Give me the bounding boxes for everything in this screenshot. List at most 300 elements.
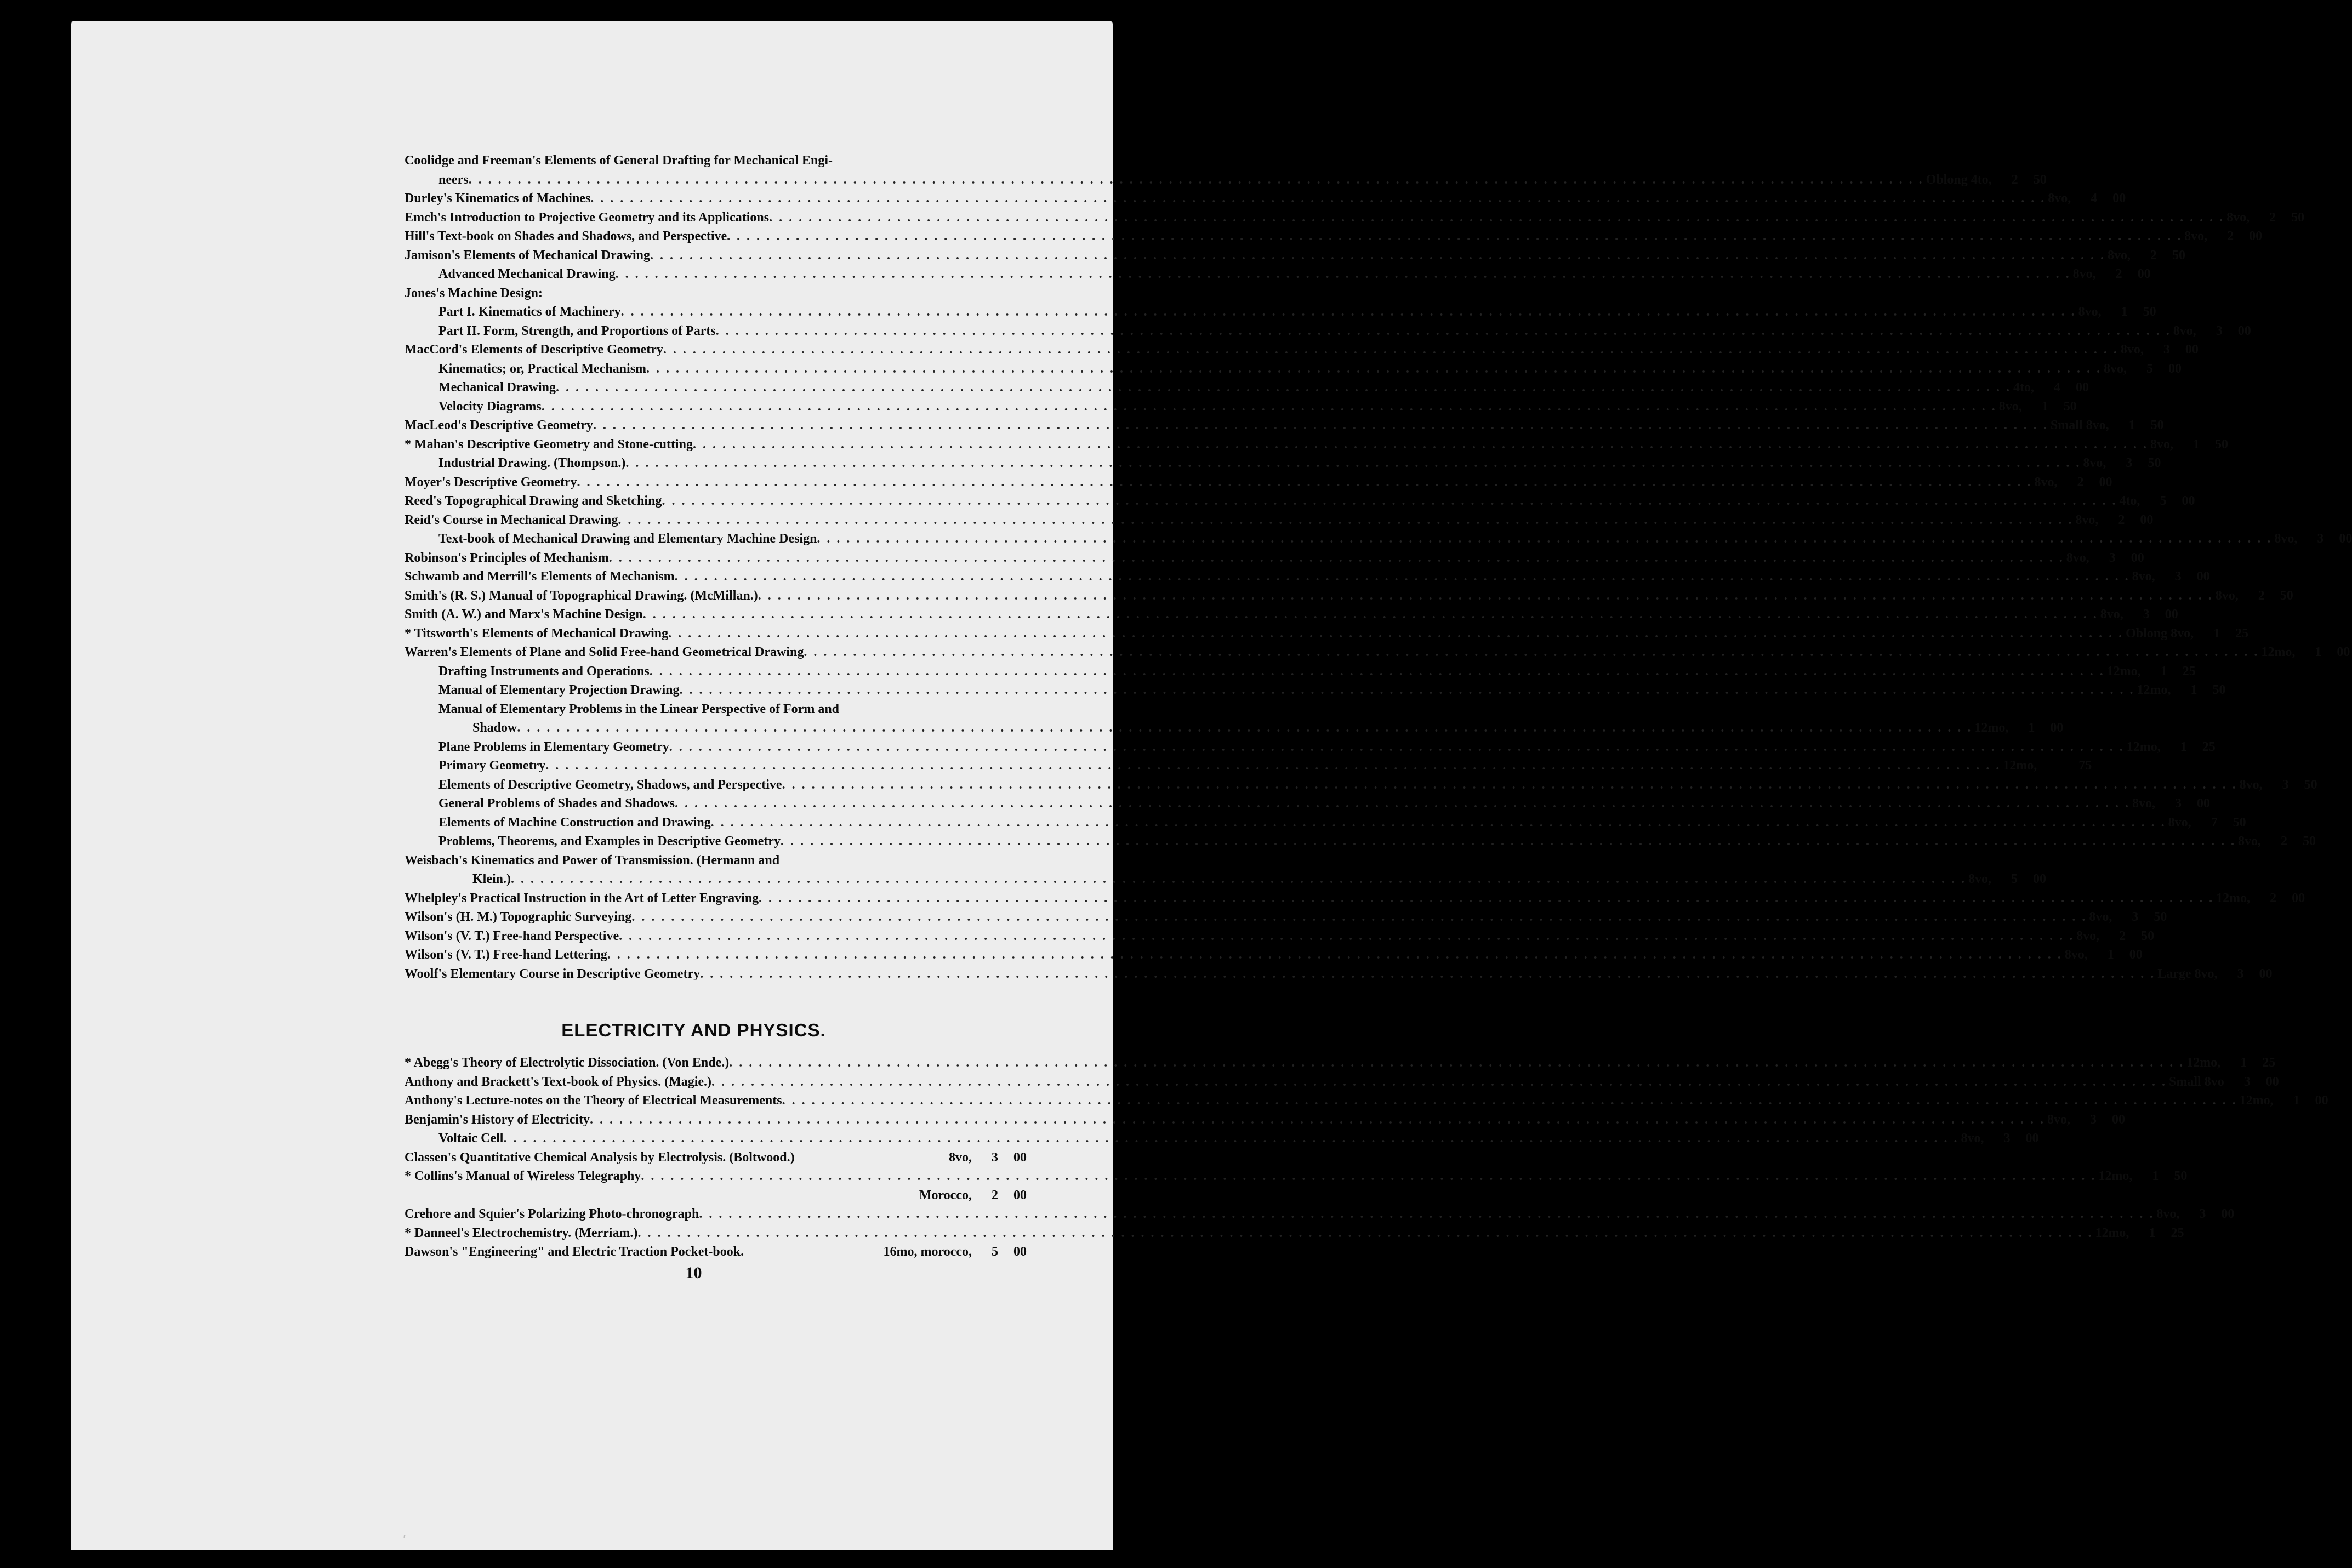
entry-price bbox=[2102, 303, 2156, 322]
catalog-entry bbox=[405, 265, 2151, 284]
catalog-entry bbox=[405, 1053, 2276, 1073]
entry-format: 12mo, bbox=[2137, 683, 2171, 697]
entry-format: 12mo, bbox=[2186, 1056, 2221, 1070]
catalog-entry bbox=[405, 776, 2317, 795]
entry-title: * Danneel's Electrochemistry. (Merriam.) bbox=[405, 1225, 638, 1240]
dot-leader bbox=[556, 378, 2011, 397]
price-cents: 50 bbox=[2063, 399, 2077, 414]
catalog-entry bbox=[405, 908, 2167, 927]
price-cents: 00 bbox=[2131, 550, 2144, 565]
entry-price bbox=[2112, 908, 2167, 927]
price-dollars: 3 bbox=[2317, 532, 2324, 546]
price-cents: 00 bbox=[2259, 966, 2273, 981]
entry-format: 12mo, bbox=[1974, 721, 2009, 735]
catalog-entry bbox=[405, 1186, 1027, 1205]
catalog-entry bbox=[405, 1148, 1027, 1167]
entry-price bbox=[2250, 208, 2304, 227]
dot-leader bbox=[675, 567, 2130, 586]
entry-price bbox=[972, 284, 1027, 303]
entry-format: 8vo, bbox=[2184, 229, 2208, 243]
catalog-entry bbox=[405, 738, 2216, 757]
catalog-entry bbox=[405, 832, 2316, 851]
entry-format: 8vo, bbox=[2173, 323, 2196, 338]
price-cents: 00 bbox=[2050, 721, 2064, 735]
entry-title-line: Manual of Elementary Problems in the Linear Perspective of Form and bbox=[438, 702, 840, 716]
price-cents: 50 bbox=[2033, 172, 2047, 187]
entry-title: Drafting Instruments and Operations bbox=[438, 664, 650, 678]
price-cents: 25 bbox=[2202, 739, 2216, 754]
price-dollars: 1 bbox=[2240, 1056, 2247, 1070]
entry-title: * Mahan's Descriptive Geometry and Stone-cutting bbox=[405, 437, 693, 452]
entry-price bbox=[2297, 529, 2352, 549]
entry-title: Hill's Text-book on Shades and Shadows, and Perspective bbox=[405, 229, 727, 243]
entry-title: Reed's Topographical Drawing and Sketching bbox=[405, 494, 662, 508]
price-dollars: 1 bbox=[2192, 437, 2200, 452]
dot-leader bbox=[646, 360, 2102, 379]
entry-title: * Titsworth's Elements of Mechanical Drawing bbox=[405, 626, 669, 641]
catalog-entry bbox=[405, 965, 2273, 984]
entry-format: 8vo, bbox=[1968, 872, 1991, 886]
catalog-entry bbox=[405, 246, 2185, 265]
price-dollars: 5 bbox=[2146, 361, 2154, 376]
entry-format: 8vo, bbox=[2226, 210, 2250, 225]
price-dollars: 2 bbox=[2011, 172, 2018, 187]
entry-title: Shadow bbox=[472, 721, 517, 735]
entry-title: Crehore and Squier's Polarizing Photo-chronograph bbox=[405, 1207, 699, 1221]
price-dollars: 3 bbox=[2089, 1112, 2097, 1127]
dot-leader bbox=[590, 189, 2046, 208]
entry-format: 12mo, bbox=[2261, 645, 2296, 659]
dot-leader bbox=[769, 208, 2224, 227]
price-dollars: 3 bbox=[2174, 569, 2182, 584]
entry-title: General Problems of Shades and Shadows bbox=[438, 796, 675, 811]
catalog-entry bbox=[405, 322, 2251, 341]
entry-format: 8vo, bbox=[2107, 248, 2131, 263]
entry-format: 8vo, bbox=[2048, 191, 2071, 206]
entry-format: 8vo, bbox=[2072, 267, 2096, 281]
dot-leader bbox=[577, 473, 2032, 492]
price-cents: 00 bbox=[2137, 267, 2151, 281]
catalog-entry bbox=[405, 756, 2092, 776]
dot-leader bbox=[711, 1073, 2167, 1092]
entry-title: Problems, Theorems, and Examples in Descriptive Geometry bbox=[438, 834, 781, 848]
entry-price bbox=[2250, 889, 2305, 908]
entry-format: 8vo, bbox=[2274, 532, 2298, 546]
price-cents: 00 bbox=[1013, 1188, 1027, 1202]
catalog-entry bbox=[405, 1205, 2235, 1224]
price-cents: 00 bbox=[2221, 1207, 2235, 1221]
catalog-entry bbox=[405, 681, 2226, 700]
entry-price bbox=[2220, 1053, 2275, 1073]
entry-format: 8vo, bbox=[2168, 815, 2191, 830]
entry-title: Smith's (R. S.) Manual of Topographical Drawing. (McMillan.) bbox=[405, 588, 758, 603]
entry-price bbox=[2274, 1091, 2328, 1110]
entry-format: Oblong 4to, bbox=[1926, 172, 1992, 187]
entry-format: 8vo, bbox=[2132, 796, 2155, 811]
catalog-entry bbox=[405, 567, 2210, 586]
dot-leader bbox=[643, 605, 2098, 624]
entry-format: Small 8vo, bbox=[2050, 418, 2109, 432]
dot-leader bbox=[616, 265, 2071, 284]
entry-title-line: Weisbach's Kinematics and Power of Transmission. (Hermann and bbox=[405, 853, 780, 868]
entry-format: 4to, bbox=[2119, 494, 2140, 508]
entry-format: 8vo, bbox=[2083, 456, 2106, 470]
catalog-entry bbox=[405, 1129, 2039, 1148]
catalog-entry bbox=[405, 511, 2154, 530]
price-cents: 50 bbox=[2172, 248, 2185, 263]
catalog-entry bbox=[405, 416, 2164, 435]
entry-title: Wilson's (H. M.) Topographic Surveying bbox=[405, 910, 632, 924]
catalog-entry bbox=[405, 1073, 2279, 1092]
catalog-entry bbox=[405, 1224, 2184, 1243]
dot-leader bbox=[593, 416, 2048, 435]
entry-price bbox=[2196, 322, 2251, 341]
price-cents: 50 bbox=[2141, 928, 2155, 943]
entry-title: Wilson's (V. T.) Free-hand Perspective bbox=[405, 928, 619, 943]
price-dollars: 2 bbox=[2118, 512, 2125, 527]
entry-title: Part II. Form, Strength, and Proportions of Parts bbox=[438, 323, 716, 338]
catalog-entry bbox=[405, 1110, 2125, 1130]
entry-price bbox=[2127, 360, 2182, 379]
price-cents: 00 bbox=[2112, 191, 2126, 206]
entry-format: 8vo, bbox=[2156, 1207, 2180, 1221]
entry-price bbox=[2034, 378, 2089, 397]
catalog-entry bbox=[405, 227, 2263, 246]
price-cents: 00 bbox=[2265, 1074, 2279, 1089]
catalog-entry bbox=[405, 870, 2046, 889]
entry-title: Woolf's Elementary Course in Descriptive Geometry bbox=[405, 966, 701, 981]
dot-leader bbox=[662, 492, 2117, 511]
entry-title: Primary Geometry bbox=[438, 759, 546, 773]
entry-format: 12mo, bbox=[2003, 759, 2037, 773]
price-dollars: 2 bbox=[2258, 588, 2265, 603]
dot-leader bbox=[545, 756, 2001, 776]
entry-format: 8vo, bbox=[949, 1150, 972, 1165]
entry-format: 16mo, morocco, bbox=[883, 1245, 972, 1259]
price-dollars: 2 bbox=[2115, 267, 2122, 281]
price-dollars: 2 bbox=[2227, 229, 2234, 243]
price-dollars: 3 bbox=[2132, 910, 2139, 924]
entry-title: Voltaic Cell bbox=[438, 1131, 504, 1145]
entry-format: 12mo, bbox=[2098, 1169, 2133, 1183]
price-cents: 00 bbox=[2140, 512, 2154, 527]
entry-title: Smith (A. W.) and Marx's Machine Design bbox=[405, 607, 643, 622]
entry-title: Whelpley's Practical Instruction in the Art of Letter Engraving bbox=[405, 891, 759, 905]
price-cents: 50 bbox=[2212, 683, 2226, 697]
dot-leader bbox=[650, 246, 2105, 265]
catalog-entry bbox=[405, 605, 2178, 624]
price-cents: 00 bbox=[2099, 475, 2112, 489]
entry-price bbox=[2022, 397, 2077, 417]
price-dollars: 5 bbox=[992, 1245, 998, 1259]
entry-price bbox=[1991, 870, 2046, 889]
entry-price bbox=[2099, 927, 2154, 946]
price-dollars: 4 bbox=[2053, 380, 2060, 395]
dot-leader bbox=[693, 435, 2148, 454]
catalog-entry bbox=[405, 1091, 2328, 1110]
dot-leader bbox=[669, 738, 2125, 757]
entry-price bbox=[2261, 832, 2316, 851]
catalog-entry bbox=[405, 492, 2195, 511]
price-cents: 50 bbox=[2304, 777, 2317, 792]
price-cents: 00 bbox=[1013, 1150, 1027, 1165]
entry-format: 8vo, bbox=[2104, 361, 2127, 376]
price-dollars: 1 bbox=[2213, 626, 2220, 641]
entry-price bbox=[2239, 586, 2293, 606]
entry-format: 12mo, bbox=[2095, 1225, 2129, 1240]
entry-title: Text-book of Mechanical Drawing and Elementary Machine Design bbox=[438, 532, 817, 546]
dot-leader bbox=[675, 794, 2130, 813]
entry-title: Classen's Quantitative Chemical Analysis by Electrolysis. (Boltwood.) bbox=[405, 1150, 795, 1165]
price-dollars: 1 bbox=[2149, 1225, 2156, 1240]
entry-format: 8vo, bbox=[1998, 399, 2022, 414]
price-dollars: 2 bbox=[992, 1188, 998, 1202]
dot-leader bbox=[607, 945, 2063, 965]
dot-leader bbox=[680, 681, 2135, 700]
price-dollars: 2 bbox=[2077, 475, 2084, 489]
entry-price bbox=[2037, 756, 2092, 776]
dot-leader bbox=[663, 340, 2118, 360]
dot-leader bbox=[503, 1129, 1958, 1148]
price-dollars: 1 bbox=[2152, 1169, 2159, 1183]
price-cents: 25 bbox=[2171, 1225, 2184, 1240]
entry-price bbox=[2144, 340, 2199, 360]
entry-price bbox=[2207, 227, 2262, 246]
price-cents: 50 bbox=[2148, 456, 2161, 470]
price-dollars: 3 bbox=[2243, 1074, 2251, 1089]
entry-title: Industrial Drawing. (Thompson.) bbox=[438, 456, 626, 470]
price-cents: 50 bbox=[2214, 437, 2228, 452]
entry-format: 8vo, bbox=[2089, 910, 2112, 924]
entry-format: 12mo, bbox=[2216, 891, 2251, 905]
price-dollars: 1 bbox=[2180, 739, 2187, 754]
price-cents: 00 bbox=[2337, 645, 2350, 659]
price-cents: 00 bbox=[2111, 1112, 2125, 1127]
price-dollars: 3 bbox=[2003, 1131, 2011, 1145]
dot-leader bbox=[641, 1167, 2096, 1186]
entry-title: MacLeod's Descriptive Geometry bbox=[405, 418, 593, 432]
dot-leader bbox=[782, 776, 2237, 795]
entry-title: Wilson's (V. T.) Free-hand Lettering bbox=[405, 948, 607, 962]
price-cents: 00 bbox=[2249, 229, 2263, 243]
entry-format: 8vo, bbox=[2066, 550, 2089, 565]
entry-title: Manual of Elementary Projection Drawing bbox=[438, 683, 680, 697]
price-cents: 00 bbox=[2237, 323, 2251, 338]
price-cents: 00 bbox=[2182, 494, 2195, 508]
entry-title: Mechanical Drawing bbox=[438, 380, 556, 395]
price-dollars: 1 bbox=[2160, 664, 2167, 678]
price-dollars: 2 bbox=[2150, 248, 2157, 263]
dot-leader bbox=[729, 1053, 2184, 1073]
entry-title: Warren's Elements of Plane and Solid Free-hand Geometrical Drawing bbox=[405, 645, 804, 659]
price-dollars: 5 bbox=[2011, 872, 2018, 886]
scan-mark: ʹ bbox=[403, 1532, 407, 1549]
dot-leader bbox=[625, 454, 2081, 473]
entry-format: 8vo, bbox=[2034, 475, 2058, 489]
dot-leader bbox=[699, 1205, 2154, 1224]
dot-leader bbox=[727, 227, 2182, 246]
price-dollars: 2 bbox=[2270, 891, 2277, 905]
price-dollars: 2 bbox=[2280, 834, 2287, 848]
entry-price bbox=[2070, 1110, 2125, 1130]
entry-price bbox=[2088, 945, 2143, 965]
price-cents: 50 bbox=[2150, 418, 2164, 432]
price-cents: 00 bbox=[2165, 607, 2178, 622]
entry-format: 8vo, bbox=[2215, 588, 2239, 603]
entry-title: Schwamb and Merrill's Elements of Mechanism bbox=[405, 569, 675, 584]
dot-leader bbox=[700, 965, 2155, 984]
entry-format: 8vo, bbox=[2150, 437, 2173, 452]
price-dollars: 4 bbox=[2091, 191, 2098, 206]
price-cents: 25 bbox=[2182, 664, 2196, 678]
price-dollars: 3 bbox=[2199, 1207, 2206, 1221]
price-dollars: 3 bbox=[2216, 323, 2223, 338]
catalog-entry bbox=[405, 1242, 1027, 1262]
dot-leader bbox=[804, 643, 2259, 662]
entry-format: 8vo, bbox=[2064, 948, 2088, 962]
section-heading: ELECTRICITY AND PHYSICS. bbox=[561, 1020, 826, 1040]
entry-format: 8vo, bbox=[2078, 305, 2102, 319]
catalog-entry bbox=[405, 813, 2246, 833]
entry-price bbox=[2129, 1224, 2184, 1243]
catalog-entry bbox=[405, 529, 2352, 549]
entry-format: Oblong 8vo, bbox=[2126, 626, 2194, 641]
catalog-entry bbox=[405, 340, 2199, 360]
entry-price bbox=[2224, 1073, 2279, 1092]
entry-format: 8vo, bbox=[2120, 343, 2144, 357]
price-cents: 00 bbox=[2292, 891, 2305, 905]
price-dollars: 1 bbox=[2293, 1093, 2300, 1108]
entry-format: 8vo, bbox=[2076, 928, 2100, 943]
entry-price bbox=[2171, 681, 2226, 700]
price-dollars: 7 bbox=[2211, 815, 2218, 830]
entry-format: 12mo, bbox=[2106, 664, 2141, 678]
price-cents: 25 bbox=[2262, 1056, 2276, 1070]
dot-leader bbox=[758, 586, 2213, 606]
catalog-entry bbox=[405, 1167, 2188, 1186]
entry-price bbox=[2096, 265, 2151, 284]
entry-price bbox=[1992, 170, 2047, 190]
entry-price bbox=[972, 1242, 1027, 1262]
dot-leader bbox=[621, 303, 2076, 322]
entry-price bbox=[2098, 511, 2153, 530]
catalog-entry bbox=[405, 662, 2196, 681]
dot-leader bbox=[609, 549, 2064, 568]
entry-title: * Collins's Manual of Wireless Telegraphy bbox=[405, 1169, 641, 1183]
catalog-entry bbox=[405, 794, 2210, 813]
dot-leader bbox=[631, 908, 2087, 927]
entry-format: 8vo, bbox=[2132, 569, 2155, 584]
entry-title: Kinematics; or, Practical Mechanism bbox=[438, 361, 647, 376]
dot-leader bbox=[590, 1110, 2045, 1130]
price-cents: 00 bbox=[2196, 569, 2210, 584]
price-cents: 00 bbox=[2339, 532, 2352, 546]
entry-price bbox=[2161, 738, 2216, 757]
price-cents: 25 bbox=[2235, 626, 2249, 641]
entry-title: Jamison's Elements of Mechanical Drawing bbox=[405, 248, 650, 263]
entry-format: 8vo, bbox=[2100, 607, 2123, 622]
catalog-entry bbox=[405, 397, 2077, 417]
price-cents: 50 bbox=[2143, 305, 2156, 319]
price-dollars: 3 bbox=[2126, 456, 2133, 470]
entry-title: Reid's Course in Mechanical Drawing bbox=[405, 512, 618, 527]
dot-leader bbox=[650, 662, 2105, 681]
entry-title: * Abegg's Theory of Electrolytic Dissociation. (Von Ende.) bbox=[405, 1056, 730, 1070]
price-dollars: 1 bbox=[2315, 645, 2322, 659]
entry-format: 12mo, bbox=[2126, 739, 2161, 754]
price-dollars: 1 bbox=[2028, 721, 2035, 735]
price-dollars: 1 bbox=[2041, 399, 2048, 414]
catalog-entry bbox=[405, 624, 2249, 643]
entry-price bbox=[2173, 435, 2228, 454]
dot-leader bbox=[637, 1224, 2093, 1243]
entry-format: 8vo, bbox=[2239, 777, 2263, 792]
entry-price bbox=[2141, 662, 2196, 681]
entry-price bbox=[2295, 643, 2350, 662]
entry-price bbox=[972, 1148, 1027, 1167]
catalog-entry bbox=[405, 927, 2155, 946]
entry-price bbox=[972, 1186, 1027, 1205]
price-dollars: 2 bbox=[2269, 210, 2276, 225]
entry-title: Dawson's "Engineering" and Electric Traction Pocket-book. bbox=[405, 1245, 744, 1259]
entry-price bbox=[2132, 1167, 2187, 1186]
entry-title: Emch's Introduction to Projective Geometry and its Applications bbox=[405, 210, 770, 225]
entry-price bbox=[2058, 473, 2112, 492]
catalog-entry bbox=[405, 719, 2064, 738]
price-dollars: 2 bbox=[2119, 928, 2126, 943]
entry-format: 4to, bbox=[2013, 380, 2034, 395]
page-number: 10 bbox=[685, 1263, 702, 1282]
entry-title: Benjamin's History of Electricity bbox=[405, 1112, 590, 1127]
entry-price bbox=[2218, 965, 2273, 984]
price-dollars: 3 bbox=[2282, 777, 2289, 792]
price-dollars: 3 bbox=[2174, 796, 2182, 811]
entry-price bbox=[2008, 719, 2063, 738]
price-cents: 00 bbox=[2129, 948, 2143, 962]
price-dollars: 3 bbox=[2163, 343, 2170, 357]
entry-price bbox=[2263, 776, 2317, 795]
catalog-entry bbox=[405, 170, 2047, 190]
dot-leader bbox=[782, 1091, 2237, 1110]
catalog-entry bbox=[405, 643, 2350, 662]
entry-title: Velocity Diagrams bbox=[438, 399, 542, 414]
price-cents: 00 bbox=[2075, 380, 2089, 395]
entry-price bbox=[2071, 189, 2126, 208]
entry-format: Morocco, bbox=[919, 1188, 972, 1202]
price-cents: 50 bbox=[2302, 834, 2316, 848]
entry-format: Small 8vo bbox=[2169, 1074, 2224, 1089]
entry-title: Klein.) bbox=[472, 872, 511, 886]
entry-price bbox=[2140, 492, 2195, 511]
catalog-entry bbox=[405, 586, 2293, 606]
catalog-entry bbox=[405, 435, 2228, 454]
dot-leader bbox=[517, 719, 1972, 738]
entry-title: Robinson's Principles of Mechanism bbox=[405, 550, 609, 565]
entry-title: Elements of Descriptive Geometry, Shadows, and Perspective bbox=[438, 777, 782, 792]
dot-leader bbox=[781, 832, 2236, 851]
price-cents: 00 bbox=[2168, 361, 2182, 376]
entry-title: Advanced Mechanical Drawing bbox=[438, 267, 616, 281]
dot-leader bbox=[711, 813, 2166, 833]
entry-format: Large 8vo, bbox=[2157, 966, 2218, 981]
dot-leader bbox=[469, 170, 1924, 190]
dot-leader bbox=[716, 322, 2171, 341]
entry-price bbox=[1984, 1129, 2038, 1148]
price-cents: 50 bbox=[2280, 588, 2293, 603]
catalog-entry bbox=[405, 378, 2089, 397]
price-dollars: 5 bbox=[2160, 494, 2167, 508]
catalog-entry bbox=[405, 189, 2126, 208]
